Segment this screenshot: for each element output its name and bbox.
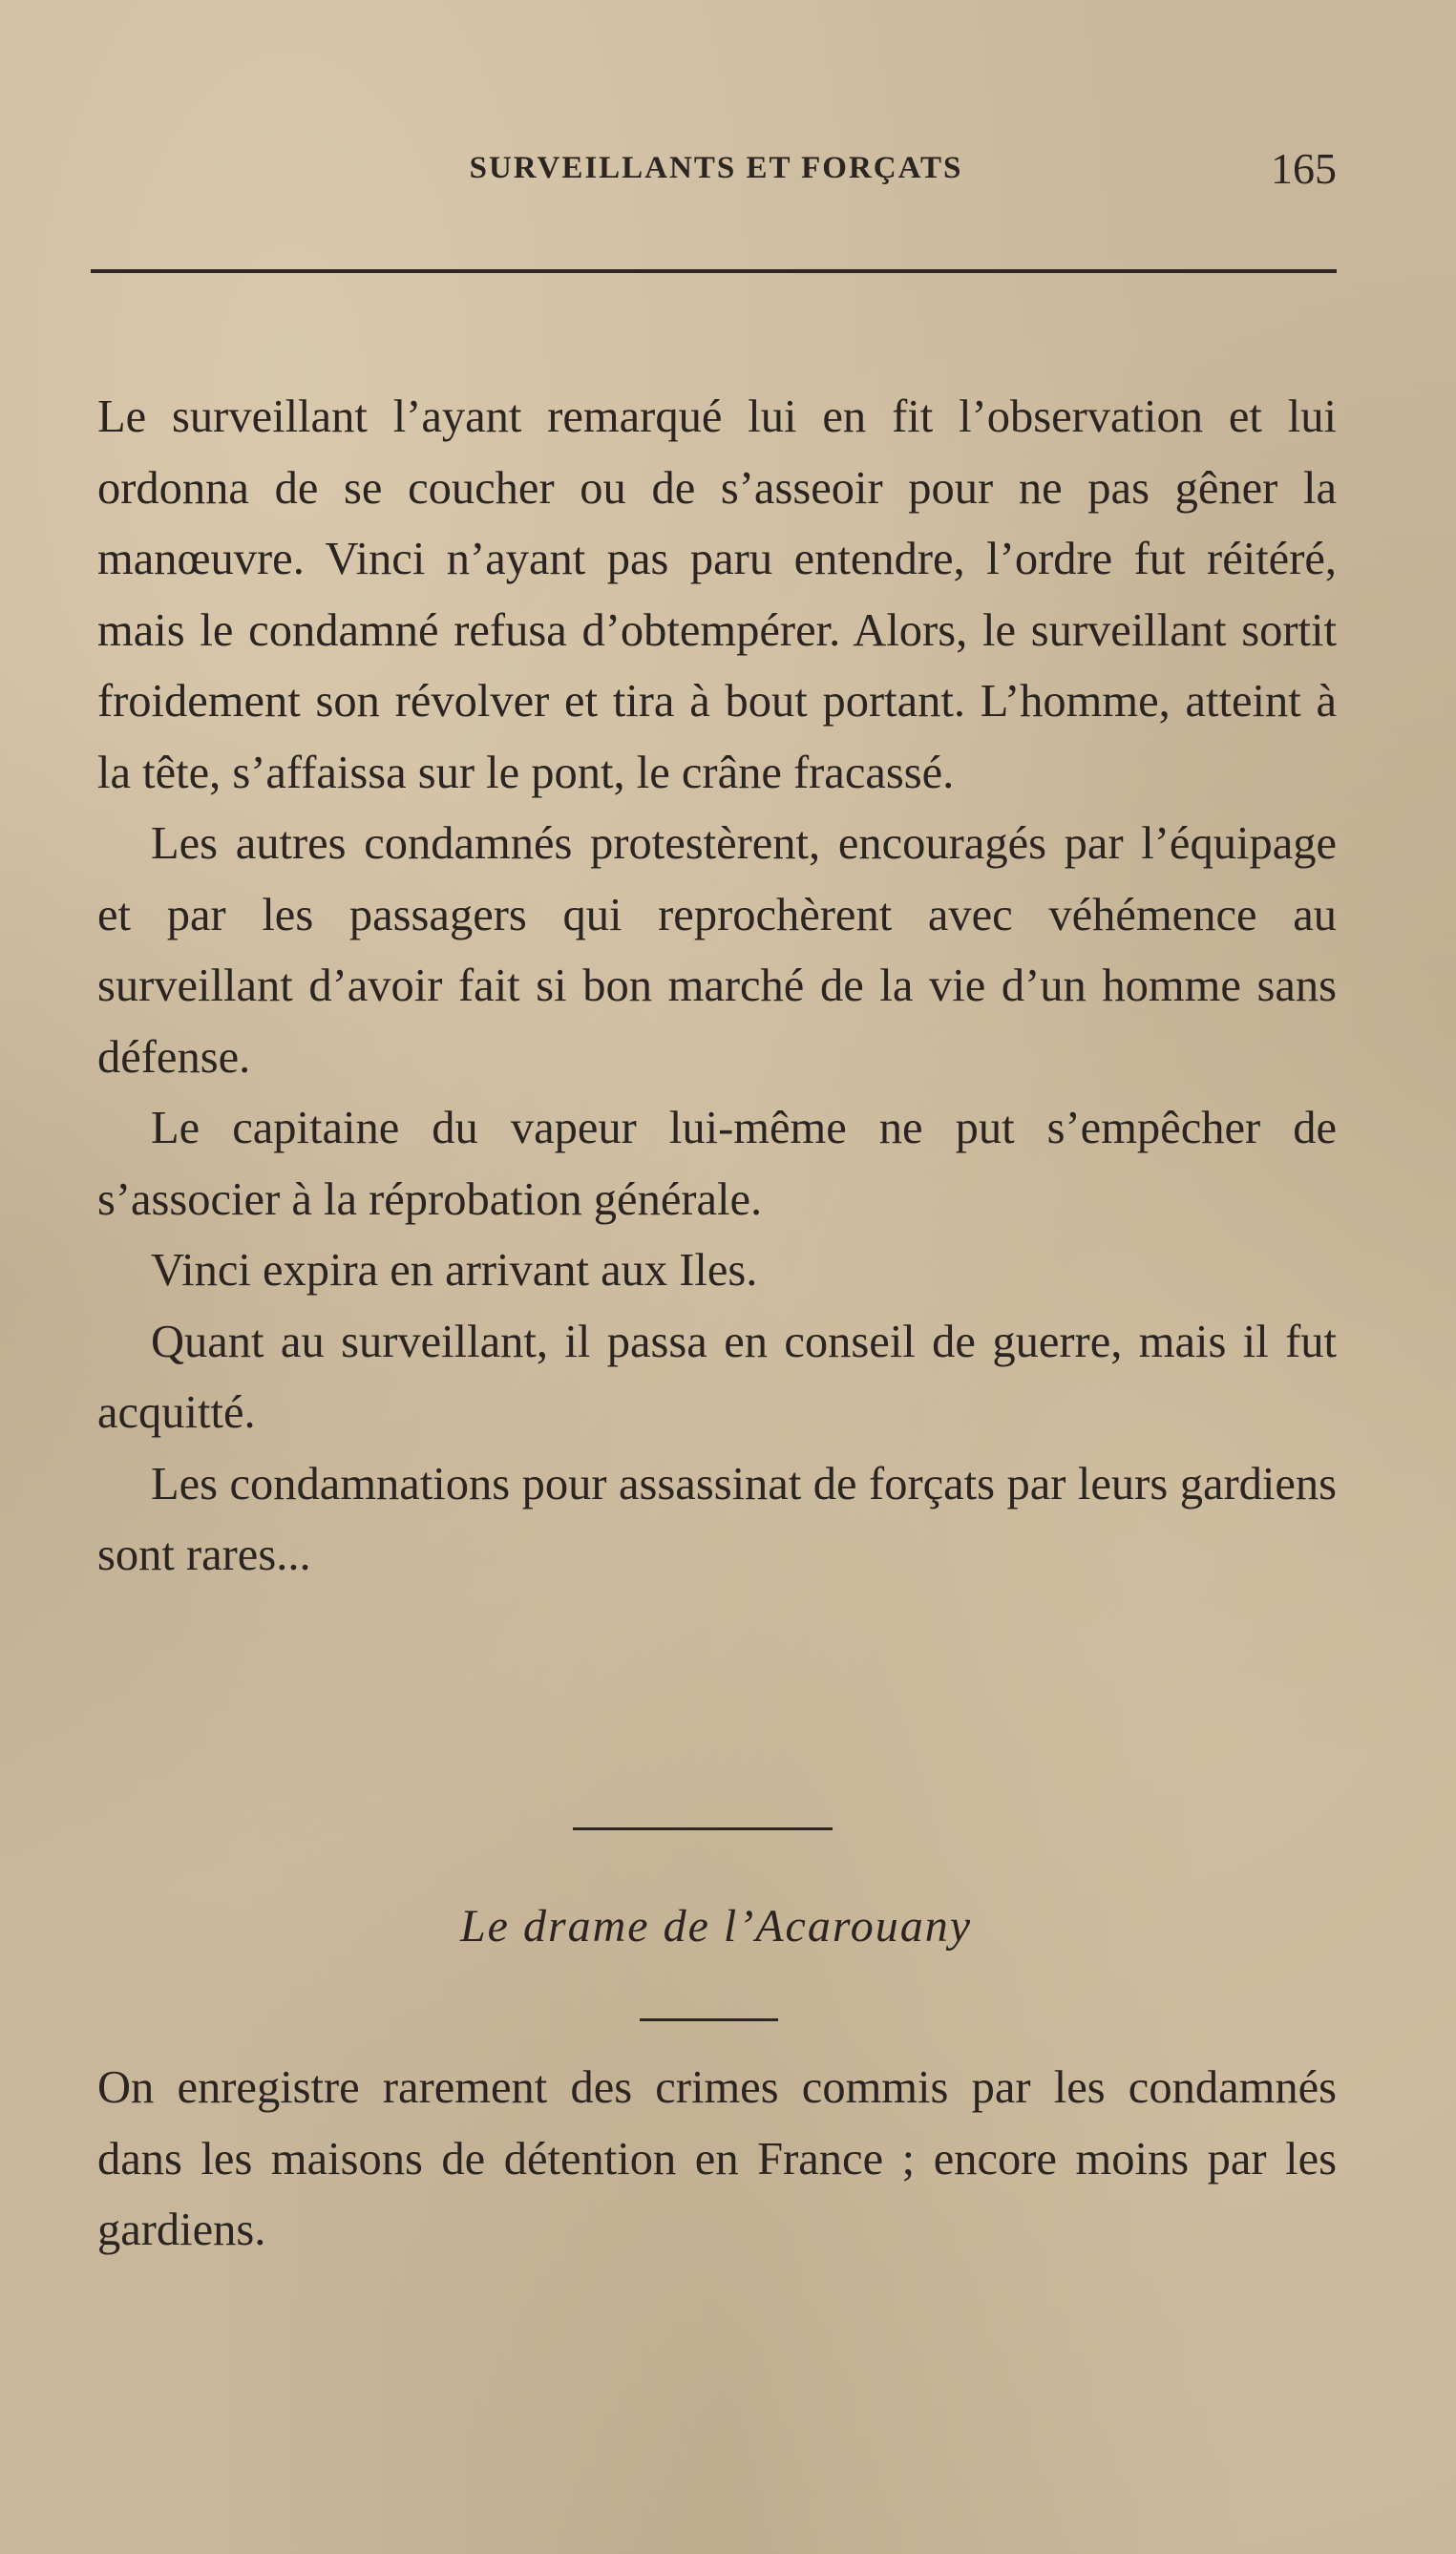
section-title: Le drame de l’Acarouany [459, 1901, 973, 1952]
running-title: SURVEILLANTS ET FORÇATS [469, 151, 963, 185]
paragraph: Le capitaine du vapeur lui-même ne put s’empêcher de s’associer à la réprobation générale. [97, 1103, 1337, 1225]
running-head [95, 143, 1337, 201]
section-rule-top [573, 1827, 833, 1830]
paragraph-continued: Le surveillant l’ayant remarqué lui en fit l’observation et lui ordonna de se coucher ou de s’asseoir pour ne pas gêner la manœuvre. Vinci n’ayant pas paru entendre, l’ordre fut réitéré, mais le condamné refusa d’obtempérer. Alors, le surveillant sortit froidement son révolver et tira à bout portant. L’homme, atteint à la tête, s’affaissa sur le pont, le crâne fracassé. [97, 391, 1337, 798]
body-text [97, 382, 1337, 1592]
paragraph: Vinci expira en arrivant aux Iles. [151, 1245, 758, 1296]
section-body [97, 2053, 1337, 2267]
paragraph: Les condamnations pour assassinat de forçats par leurs gardiens sont rares... [97, 1458, 1337, 1580]
paragraph: Quant au surveillant, il passa en conseil de guerre, mais il fut acquitté. [97, 1316, 1337, 1438]
section-first-paragraph: On enregistre rarement des crimes commis par les condamnés dans les maisons de détention en France ; encore moins par les gardiens. [97, 2062, 1337, 2255]
header-rule [91, 269, 1337, 273]
page-number: 165 [1271, 144, 1337, 193]
paragraph: Les autres condamnés protestèrent, encouragés par l’équipage et par les passagers qui reprochèrent avec véhémence au surveillant d’avoir fait si bon marché de la vie d’un homme sans défense. [97, 818, 1337, 1083]
section-rule-bottom [640, 2018, 778, 2021]
